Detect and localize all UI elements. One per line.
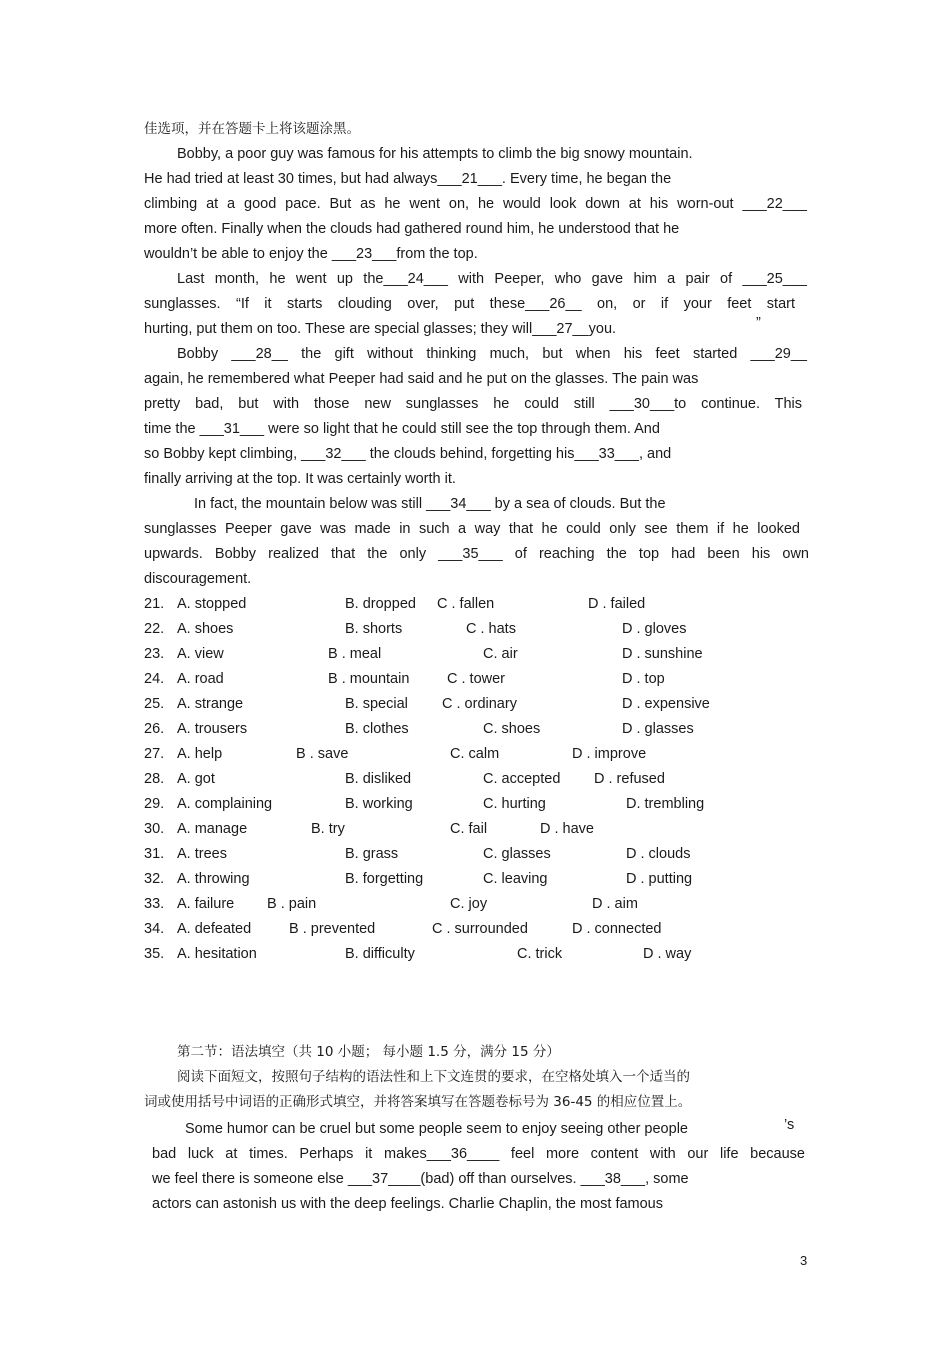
question-number: 26. bbox=[144, 721, 165, 737]
passage-line: more often. Finally when the clouds had gathered round him, he understood that he bbox=[144, 221, 680, 237]
option-d: D . glasses bbox=[622, 721, 694, 737]
option-d: D . connected bbox=[572, 921, 662, 937]
option-d: D . improve bbox=[572, 746, 647, 762]
question-number: 21. bbox=[144, 596, 165, 612]
option-d: D . failed bbox=[588, 596, 646, 612]
option-d: D . gloves bbox=[622, 621, 687, 637]
option-d: D . clouds bbox=[626, 846, 691, 862]
option-a: A. strange bbox=[177, 696, 244, 712]
question-number: 25. bbox=[144, 696, 165, 712]
passage-line: Bobby ___28__ the gift without thinking much, but when his feet started ___29__ bbox=[177, 346, 807, 362]
option-d: D . have bbox=[540, 821, 594, 837]
option-b: B. try bbox=[311, 821, 345, 837]
question-number: 28. bbox=[144, 771, 165, 787]
passage-line: Bobby, a poor guy was famous for his attempts to climb the big snowy mountain. bbox=[177, 146, 693, 162]
passage-line: He had tried at least 30 times, but had always___21___. Every time, he began the bbox=[144, 171, 672, 187]
option-c: C. joy bbox=[450, 896, 488, 912]
section-instruction-line-2: 词或使用括号中词语的正确形式填空，并将答案填写在答题卷标号为 36-45 的相应位置上。 bbox=[144, 1094, 692, 1110]
passage-line: sunglasses. “If it starts clouding over, put these___26__ on, or if your feet start bbox=[144, 296, 795, 312]
option-c: C. air bbox=[483, 646, 518, 662]
question-number: 22. bbox=[144, 621, 165, 637]
option-b: B . save bbox=[296, 746, 349, 762]
option-b: B. difficulty bbox=[345, 946, 415, 962]
question-number: 29. bbox=[144, 796, 165, 812]
option-c: C. trick bbox=[517, 946, 563, 962]
question-number: 34. bbox=[144, 921, 165, 937]
option-b: B. shorts bbox=[345, 621, 403, 637]
section-heading: 第二节：语法填空（共 10 小题； 每小题 1.5 分，满分 15 分） bbox=[177, 1044, 560, 1060]
option-b: B . prevented bbox=[289, 921, 376, 937]
option-c: C. shoes bbox=[483, 721, 541, 737]
option-c: C. glasses bbox=[483, 846, 551, 862]
option-a: A. failure bbox=[177, 896, 235, 912]
option-d: D. trembling bbox=[626, 796, 705, 812]
passage-line: so Bobby kept climbing, ___32___ the clouds behind, forgetting his___33___, and bbox=[144, 446, 672, 462]
option-a: A. got bbox=[177, 771, 215, 787]
option-c: C. leaving bbox=[483, 871, 548, 887]
question-number: 32. bbox=[144, 871, 165, 887]
option-a: A. hesitation bbox=[177, 946, 257, 962]
question-number: 27. bbox=[144, 746, 165, 762]
passage-line: discouragement. bbox=[144, 571, 252, 587]
passage-line: hurting, put them on too. These are special glasses; they will___27__you. bbox=[144, 321, 617, 337]
option-a: A. defeated bbox=[177, 921, 252, 937]
option-a: A. road bbox=[177, 671, 224, 687]
option-c: C . hats bbox=[466, 621, 516, 637]
passage-line: In fact, the mountain below was still ___34___ by a sea of clouds. But the bbox=[194, 496, 666, 512]
option-c: C . tower bbox=[447, 671, 506, 687]
instruction-tail: 佳选项，并在答题卡上将该题涂黑。 bbox=[144, 121, 360, 137]
option-a: A. shoes bbox=[177, 621, 234, 637]
passage-line: wouldn’t be able to enjoy the ___23___from the top. bbox=[144, 246, 478, 262]
option-b: B. clothes bbox=[345, 721, 409, 737]
question-number: 23. bbox=[144, 646, 165, 662]
option-a: A. manage bbox=[177, 821, 248, 837]
option-c: C . ordinary bbox=[442, 696, 517, 712]
question-number: 24. bbox=[144, 671, 165, 687]
question-number: 30. bbox=[144, 821, 165, 837]
passage-line: we feel there is someone else ___37____(bad) off than ourselves. ___38___, some bbox=[152, 1171, 689, 1187]
passage-line: bad luck at times. Perhaps it makes___36____ feel more content with our life because bbox=[152, 1146, 805, 1162]
option-b: B . meal bbox=[328, 646, 382, 662]
option-b: B . pain bbox=[267, 896, 317, 912]
option-a: A. throwing bbox=[177, 871, 250, 887]
option-b: B. grass bbox=[345, 846, 399, 862]
option-b: B. disliked bbox=[345, 771, 412, 787]
passage-line: actors can astonish us with the deep feelings. Charlie Chaplin, the most famous bbox=[152, 1196, 663, 1212]
option-b: B. dropped bbox=[345, 596, 416, 612]
option-b: B. special bbox=[345, 696, 408, 712]
passage-line: finally arriving at the top. It was certainly worth it. bbox=[144, 471, 456, 487]
option-a: A. help bbox=[177, 746, 223, 762]
question-number: 31. bbox=[144, 846, 165, 862]
option-d: D . refused bbox=[594, 771, 665, 787]
option-c: C . surrounded bbox=[432, 921, 528, 937]
passage-line: ” bbox=[756, 315, 761, 331]
option-b: B . mountain bbox=[328, 671, 410, 687]
section-instruction-line-1: 阅读下面短文，按照句子结构的语法性和上下文连贯的要求，在空格处填入一个适当的 bbox=[177, 1069, 690, 1085]
option-d: D . expensive bbox=[622, 696, 710, 712]
option-a: A. view bbox=[177, 646, 224, 662]
option-c: C. calm bbox=[450, 746, 500, 762]
option-d: D . way bbox=[643, 946, 692, 962]
option-d: D . sunshine bbox=[622, 646, 703, 662]
passage-line: again, he remembered what Peeper had said and he put on the glasses. The pain was bbox=[144, 371, 699, 387]
page-number: 3 bbox=[800, 1253, 808, 1268]
passage-line: sunglasses Peeper gave was made in such a way that he could only see them if he looked bbox=[144, 521, 800, 537]
option-a: A. trees bbox=[177, 846, 227, 862]
option-a: A. trousers bbox=[177, 721, 248, 737]
passage-line: ’s bbox=[784, 1117, 795, 1133]
passage-line: Last month, he went up the___24___ with Peeper, who gave him a pair of ___25___ bbox=[177, 271, 807, 287]
option-b: B. working bbox=[345, 796, 413, 812]
option-d: D . aim bbox=[592, 896, 638, 912]
option-b: B. forgetting bbox=[345, 871, 424, 887]
option-c: C. accepted bbox=[483, 771, 561, 787]
option-a: A. stopped bbox=[177, 596, 247, 612]
passage-line: upwards. Bobby realized that the only ___35___ of reaching the top had been his own bbox=[144, 546, 809, 562]
passage-line: Some humor can be cruel but some people seem to enjoy seeing other people bbox=[185, 1121, 688, 1137]
option-d: D . putting bbox=[626, 871, 693, 887]
option-c: C . fallen bbox=[437, 596, 495, 612]
question-number: 33. bbox=[144, 896, 165, 912]
option-a: A. complaining bbox=[177, 796, 273, 812]
option-d: D . top bbox=[622, 671, 665, 687]
option-c: C. hurting bbox=[483, 796, 546, 812]
passage-line: time the ___31___ were so light that he could still see the top through them. And bbox=[144, 421, 660, 437]
passage-line: climbing at a good pace. But as he went on, he would look down at his worn-out ___22___ bbox=[144, 196, 807, 212]
option-c: C. fail bbox=[450, 821, 488, 837]
question-number: 35. bbox=[144, 946, 165, 962]
passage-line: pretty bad, but with those new sunglasses he could still ___30___to continue. This bbox=[144, 396, 802, 412]
